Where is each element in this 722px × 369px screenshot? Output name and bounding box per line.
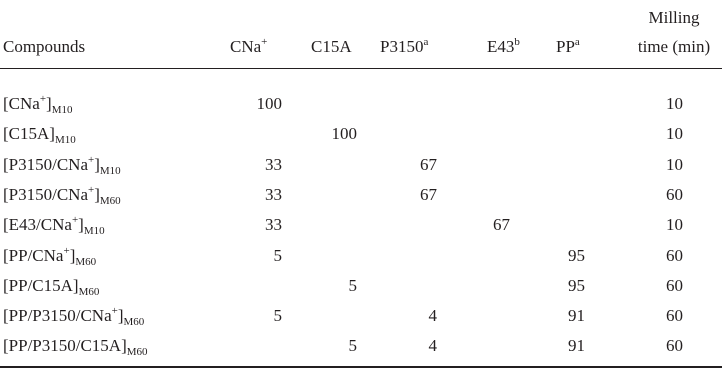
header-e43: E43$^b$ (487, 36, 520, 56)
cell-time: 60 (666, 276, 683, 295)
cell-time: 10 (666, 94, 683, 113)
cell-c15a: 5 (348, 276, 357, 295)
header-compounds: Compounds (3, 37, 86, 56)
bottom-rule (0, 366, 722, 368)
cell-pp: 91 (568, 306, 585, 325)
header-milling-line1: Milling (648, 8, 700, 27)
compound-name: $[CNa^+]_{M10}$ (3, 93, 73, 116)
cell-p3150: 67 (420, 155, 437, 174)
cell-p3150: 67 (420, 185, 437, 204)
cell-pp: 95 (568, 246, 585, 265)
header-cna: CNa+ (230, 36, 268, 56)
compound-name: $[PP/P3150/C15A]_{M60}$ (3, 336, 148, 358)
cell-pp: 95 (568, 276, 585, 295)
header-milling-line2: time (min) (637, 37, 711, 56)
cell-cna: 33 (265, 185, 282, 204)
compound-name: $[C15A]_{M10}$ (3, 124, 76, 146)
cell-pp: 91 (568, 336, 585, 355)
cell-cna: 5 (273, 246, 282, 265)
cell-time: 60 (666, 246, 683, 265)
cell-p3150: 4 (428, 306, 437, 325)
compound-name: $[PP/C15A]_{M60}$ (3, 276, 100, 298)
header-p3150: P3150$^a$ (380, 36, 429, 56)
compound-name: $[P3150/CNa^+]_{M10}$ (3, 154, 121, 177)
compound-name: $[PP/P3150/CNa^+]_{M60}$ (3, 305, 145, 328)
header-c15a: C15A (311, 37, 352, 56)
header-pp: $PP^a$ (556, 36, 580, 56)
cell-cna: 5 (273, 306, 282, 325)
header-rule (0, 68, 722, 69)
cell-time: 60 (666, 185, 683, 204)
cell-e43: 67 (493, 215, 510, 234)
compound-name: $[PP/CNa^+]_{M60}$ (3, 245, 97, 268)
cell-cna: 100 (256, 94, 282, 113)
cell-p3150: 4 (428, 336, 437, 355)
cell-time: 10 (666, 215, 683, 234)
cell-time: 60 (666, 336, 683, 355)
cell-c15a: 5 (348, 336, 357, 355)
cell-time: 10 (666, 155, 683, 174)
cell-cna: 33 (265, 155, 282, 174)
compound-name: $[E43/CNa^+]_{M10}$ (3, 214, 105, 237)
cell-c15a: 100 (331, 124, 357, 143)
compound-name: $[P3150/CNa^+]_{M60}$ (3, 184, 121, 207)
cell-time: 10 (666, 124, 683, 143)
cell-time: 60 (666, 306, 683, 325)
cell-cna: 33 (265, 215, 282, 234)
